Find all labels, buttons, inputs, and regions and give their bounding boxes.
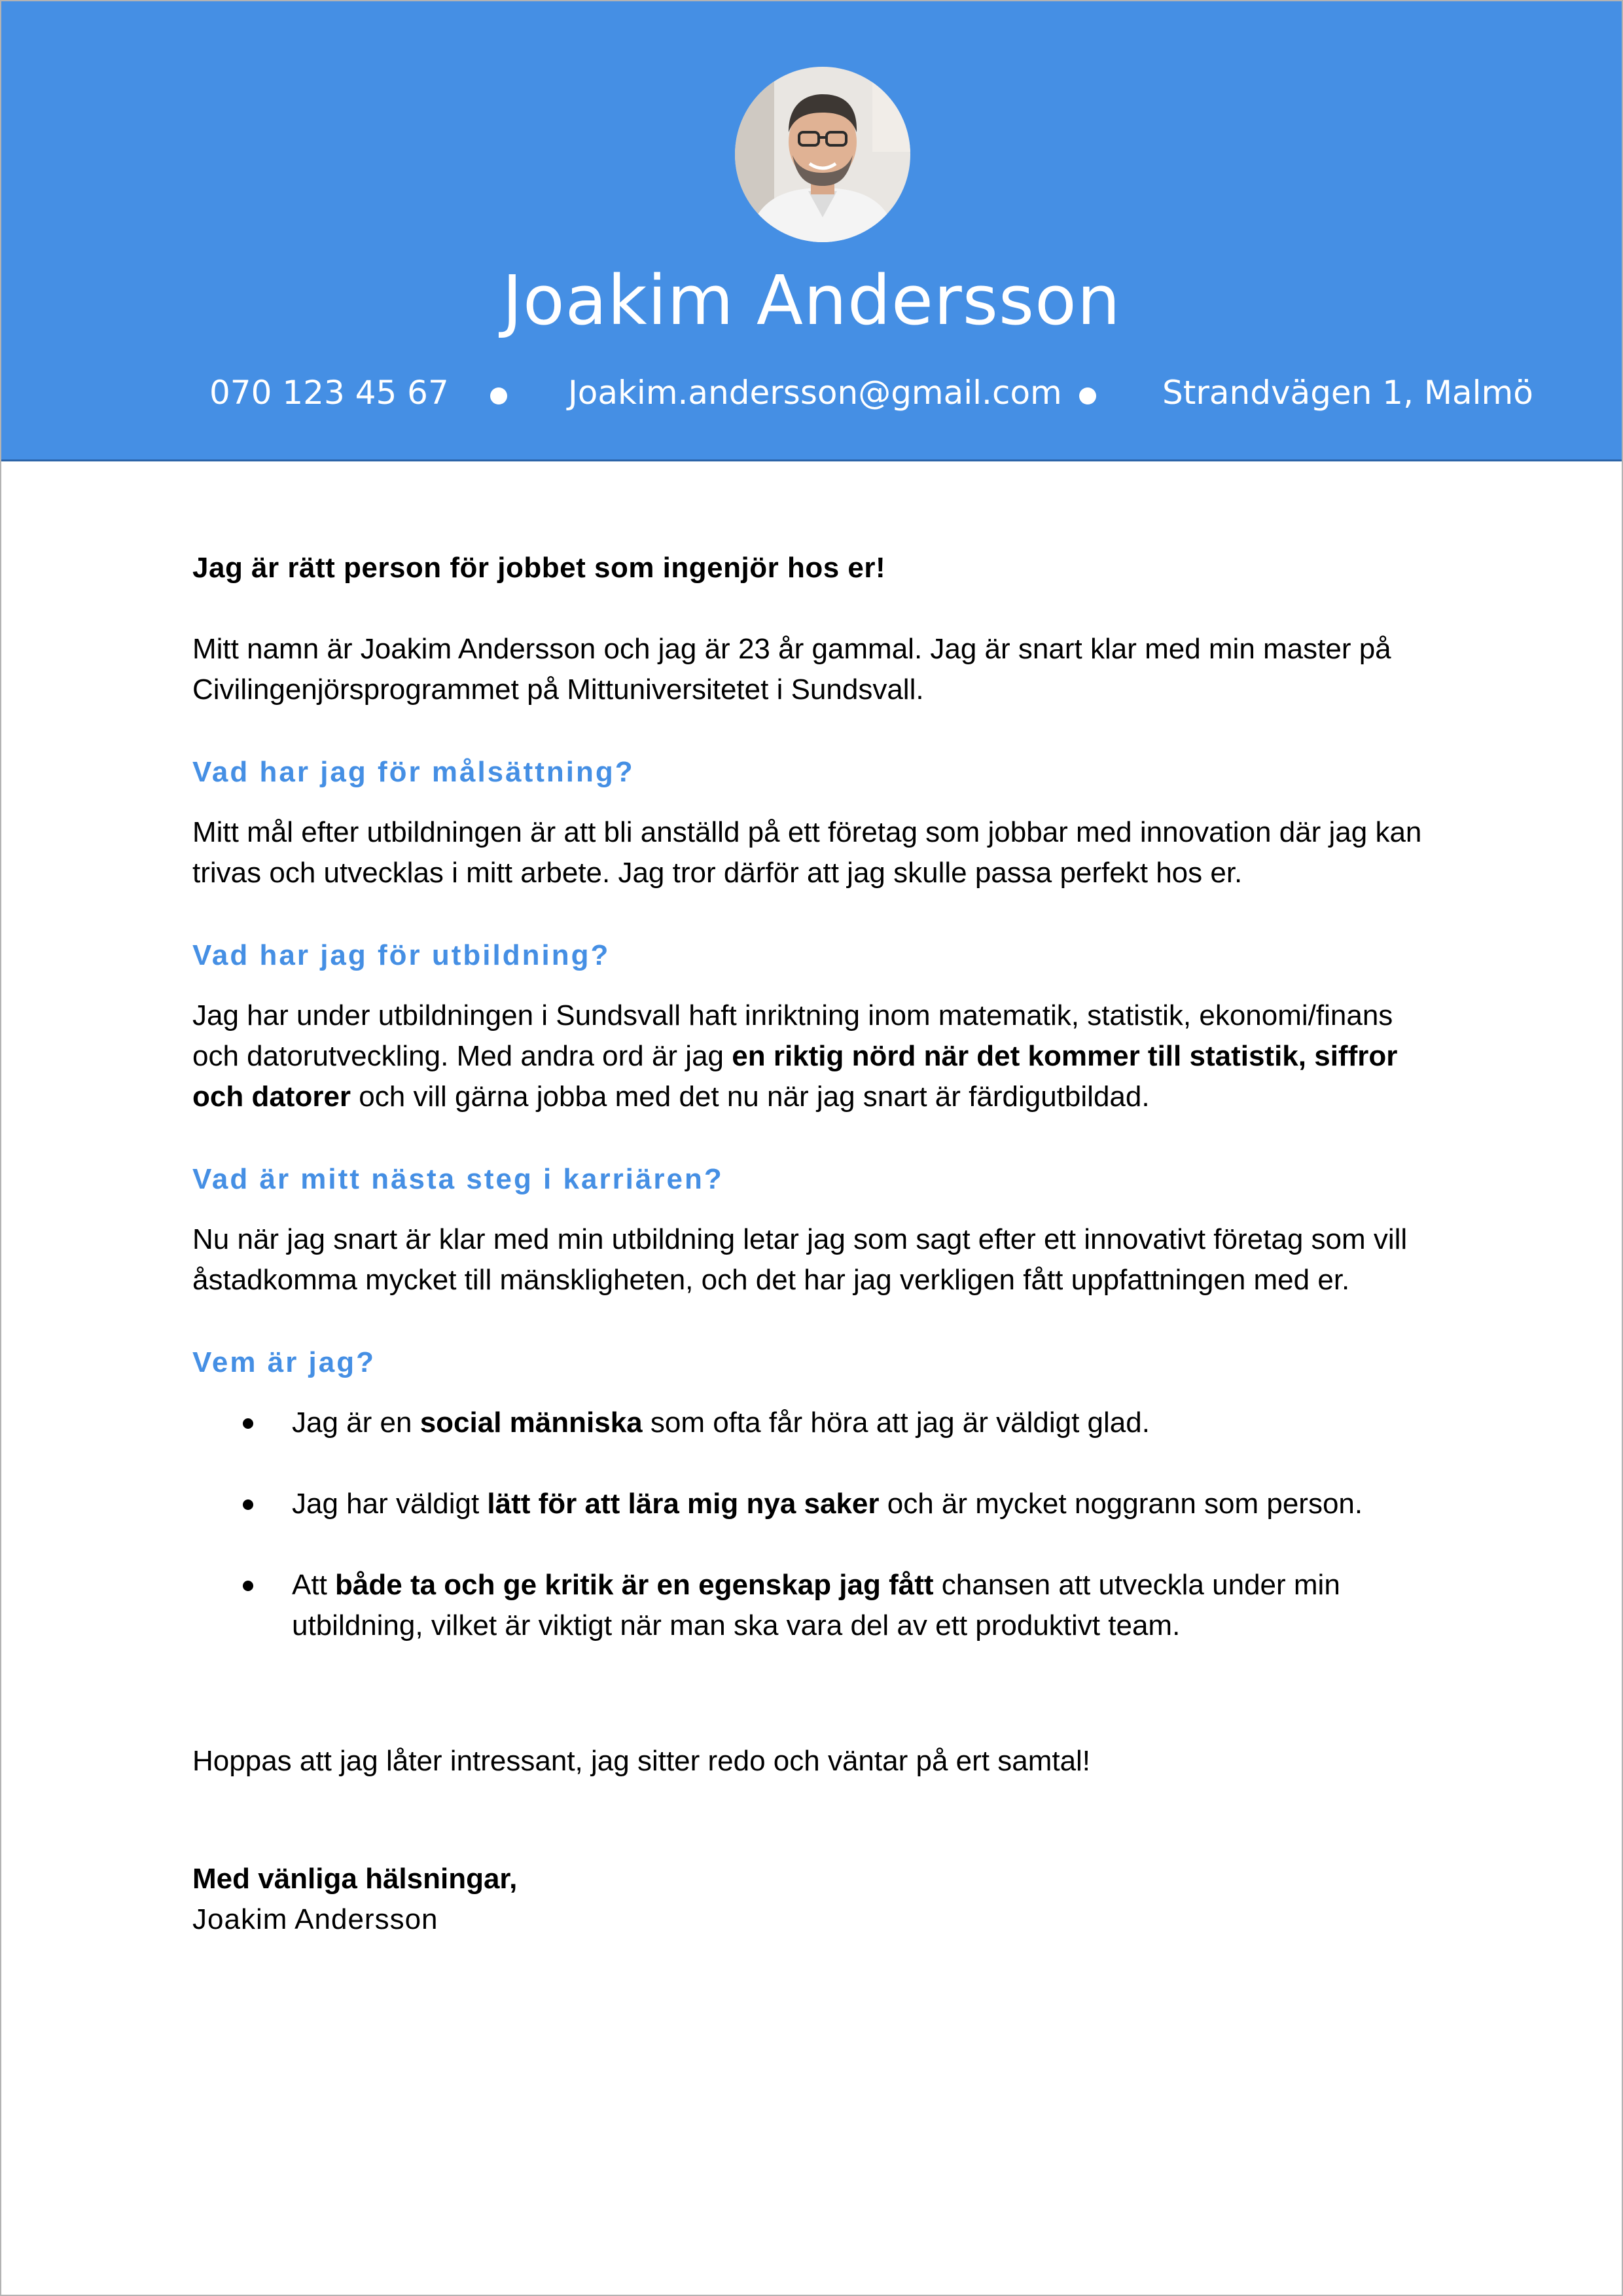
about-heading: Vem är jag? (192, 1346, 376, 1378)
list-item-text: Jag är en (292, 1407, 420, 1439)
intro-text: Mitt namn är Joakim Andersson och jag är 23 år gammal. Jag är snart klar med min master på Civilingenjörsprogrammet på Mittuniversitetet i Sundsvall. (192, 633, 1391, 706)
career-heading: Vad är mitt nästa steg i karriären? (192, 1163, 724, 1195)
list-item-text: chansen att utveckla under min utbildning, vilket är viktigt när man ska vara del av ett produktivt team. (292, 1569, 1340, 1641)
career-text: Nu när jag snart är klar med min utbildning letar jag som sagt efter ett innovativt företag som vill åstadkomma mycket till mänskligheten, och det har jag verkligen fått uppfattningen med er. (192, 1223, 1408, 1296)
list-item-highlight: både ta och ge kritik är en egenskap jag fått (335, 1569, 934, 1601)
list-item-text: som ofta får höra att jag är väldigt glad. (642, 1407, 1150, 1439)
education-text (192, 996, 1436, 1117)
list-item (192, 1403, 1436, 1443)
education-text-highlight: en riktig nörd när det kommer till statistik, siffror och datorer (192, 1040, 1398, 1113)
profile-photo-icon (735, 67, 910, 242)
about-list (192, 1403, 1436, 1646)
list-item-highlight: social människa (419, 1407, 643, 1439)
header-banner (1, 1, 1622, 461)
postal-address: Strandvägen 1, Malmö (1162, 374, 1533, 412)
letter-body (192, 548, 1436, 1940)
education-text-start: Jag har under utbildningen i Sundsvall haft inriktning inom matematik, statistik, ekonomi/finans och datorutveckling. Med andra ord är jag (192, 999, 1393, 1072)
separator-dot-icon (1079, 387, 1096, 404)
intro-title: Jag är rätt person för jobbet som ingenjör hos er! (192, 552, 886, 584)
separator-dot-icon (490, 387, 507, 404)
email-address: Joakim.andersson@gmail.com (568, 374, 1062, 412)
closing-text: Hoppas att jag låter intressant, jag sitter redo och väntar på ert samtal! (192, 1745, 1091, 1777)
list-item-text: Att (292, 1569, 336, 1601)
list-item-text: Jag har väldigt (292, 1488, 488, 1520)
education-heading: Vad har jag för utbildning? (192, 939, 611, 971)
list-item-highlight: lätt för att lära mig nya saker (487, 1488, 880, 1520)
list-item (192, 1565, 1436, 1646)
list-item-text: och är mycket noggrann som person. (879, 1488, 1363, 1520)
list-item (192, 1484, 1436, 1524)
signature: Joakim Andersson (192, 1903, 438, 1935)
goal-heading: Vad har jag för målsättning? (192, 756, 635, 788)
profile-photo (735, 67, 910, 242)
applicant-name: Joakim Andersson (502, 260, 1121, 340)
education-text-end: och vill gärna jobba med det nu när jag snart är färdigutbildad. (351, 1081, 1150, 1113)
regards: Med vänliga hälsningar, (192, 1863, 518, 1895)
goal-text: Mitt mål efter utbildningen är att bli anställd på ett företag som jobbar med innovation där jag kan trivas och utvecklas i mitt arbete. Jag tror därför att jag skulle passa perfekt hos er. (192, 816, 1422, 889)
phone-number: 070 123 45 67 (209, 374, 449, 412)
